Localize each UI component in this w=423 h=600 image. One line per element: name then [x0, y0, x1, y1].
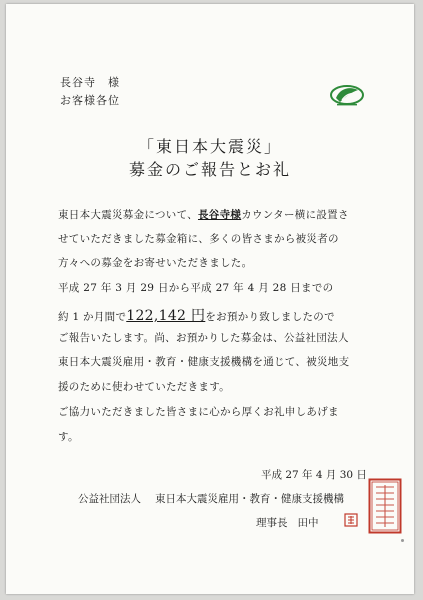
paper-speck: [401, 539, 404, 542]
body-text: カウンター横に設置さ: [241, 209, 349, 221]
title-line-1: 「東日本大震災」: [137, 137, 282, 156]
org-name: 東日本大震災雇用・教育・健康支援機構: [155, 493, 344, 505]
letter-page: [6, 4, 414, 594]
body-line-8: 援のために使わせていただきます。: [58, 381, 230, 393]
rep-title: 理事長: [256, 517, 288, 529]
body-line-3: 方々への募金をお寄せいただきました。: [58, 257, 253, 269]
body-text: をお預かり致しましたので: [205, 311, 335, 323]
org-type: 公益社団法人: [78, 493, 141, 505]
body-text: 約 1 か月間で: [58, 311, 127, 323]
addressee-temple: 長谷寺 様: [60, 76, 120, 89]
body-line-5: [58, 305, 335, 325]
body-line-1: [58, 207, 349, 222]
title-line-2: 募金のご報告とお礼: [128, 160, 291, 179]
representative: [256, 515, 319, 530]
letter-date: 平成 27 年 4 月 30 日: [261, 469, 367, 481]
red-official-seal-icon: [368, 478, 402, 534]
donation-amount: 122,142 円: [126, 308, 206, 324]
temple-name: 長谷寺様: [197, 209, 242, 221]
name-seal-icon: [344, 513, 358, 527]
body-line-6: ご報告いたします。尚、お預かりした募金は、公益社団法人: [58, 332, 349, 344]
rep-name: 田中: [297, 517, 319, 529]
addressee-customers: お客様各位: [60, 94, 120, 107]
body-line-7: 東日本大震災雇用・教育・健康支援機構を通じて、被災地支: [58, 356, 350, 368]
body-line-4: 平成 27 年 3 月 29 日から平成 27 年 4 月 28 日までの: [58, 282, 334, 294]
leaf-ring-logo-icon: [328, 82, 366, 108]
body-line-10: す。: [58, 431, 79, 443]
body-text: 東日本大震災募金について、: [58, 209, 198, 221]
organization: [78, 491, 344, 506]
body-line-2: せていただきました募金箱に、多くの皆さまから被災者の: [58, 233, 339, 245]
body-line-9: ご協力いただきました皆さまに心から厚くお礼申しあげま: [58, 406, 339, 418]
